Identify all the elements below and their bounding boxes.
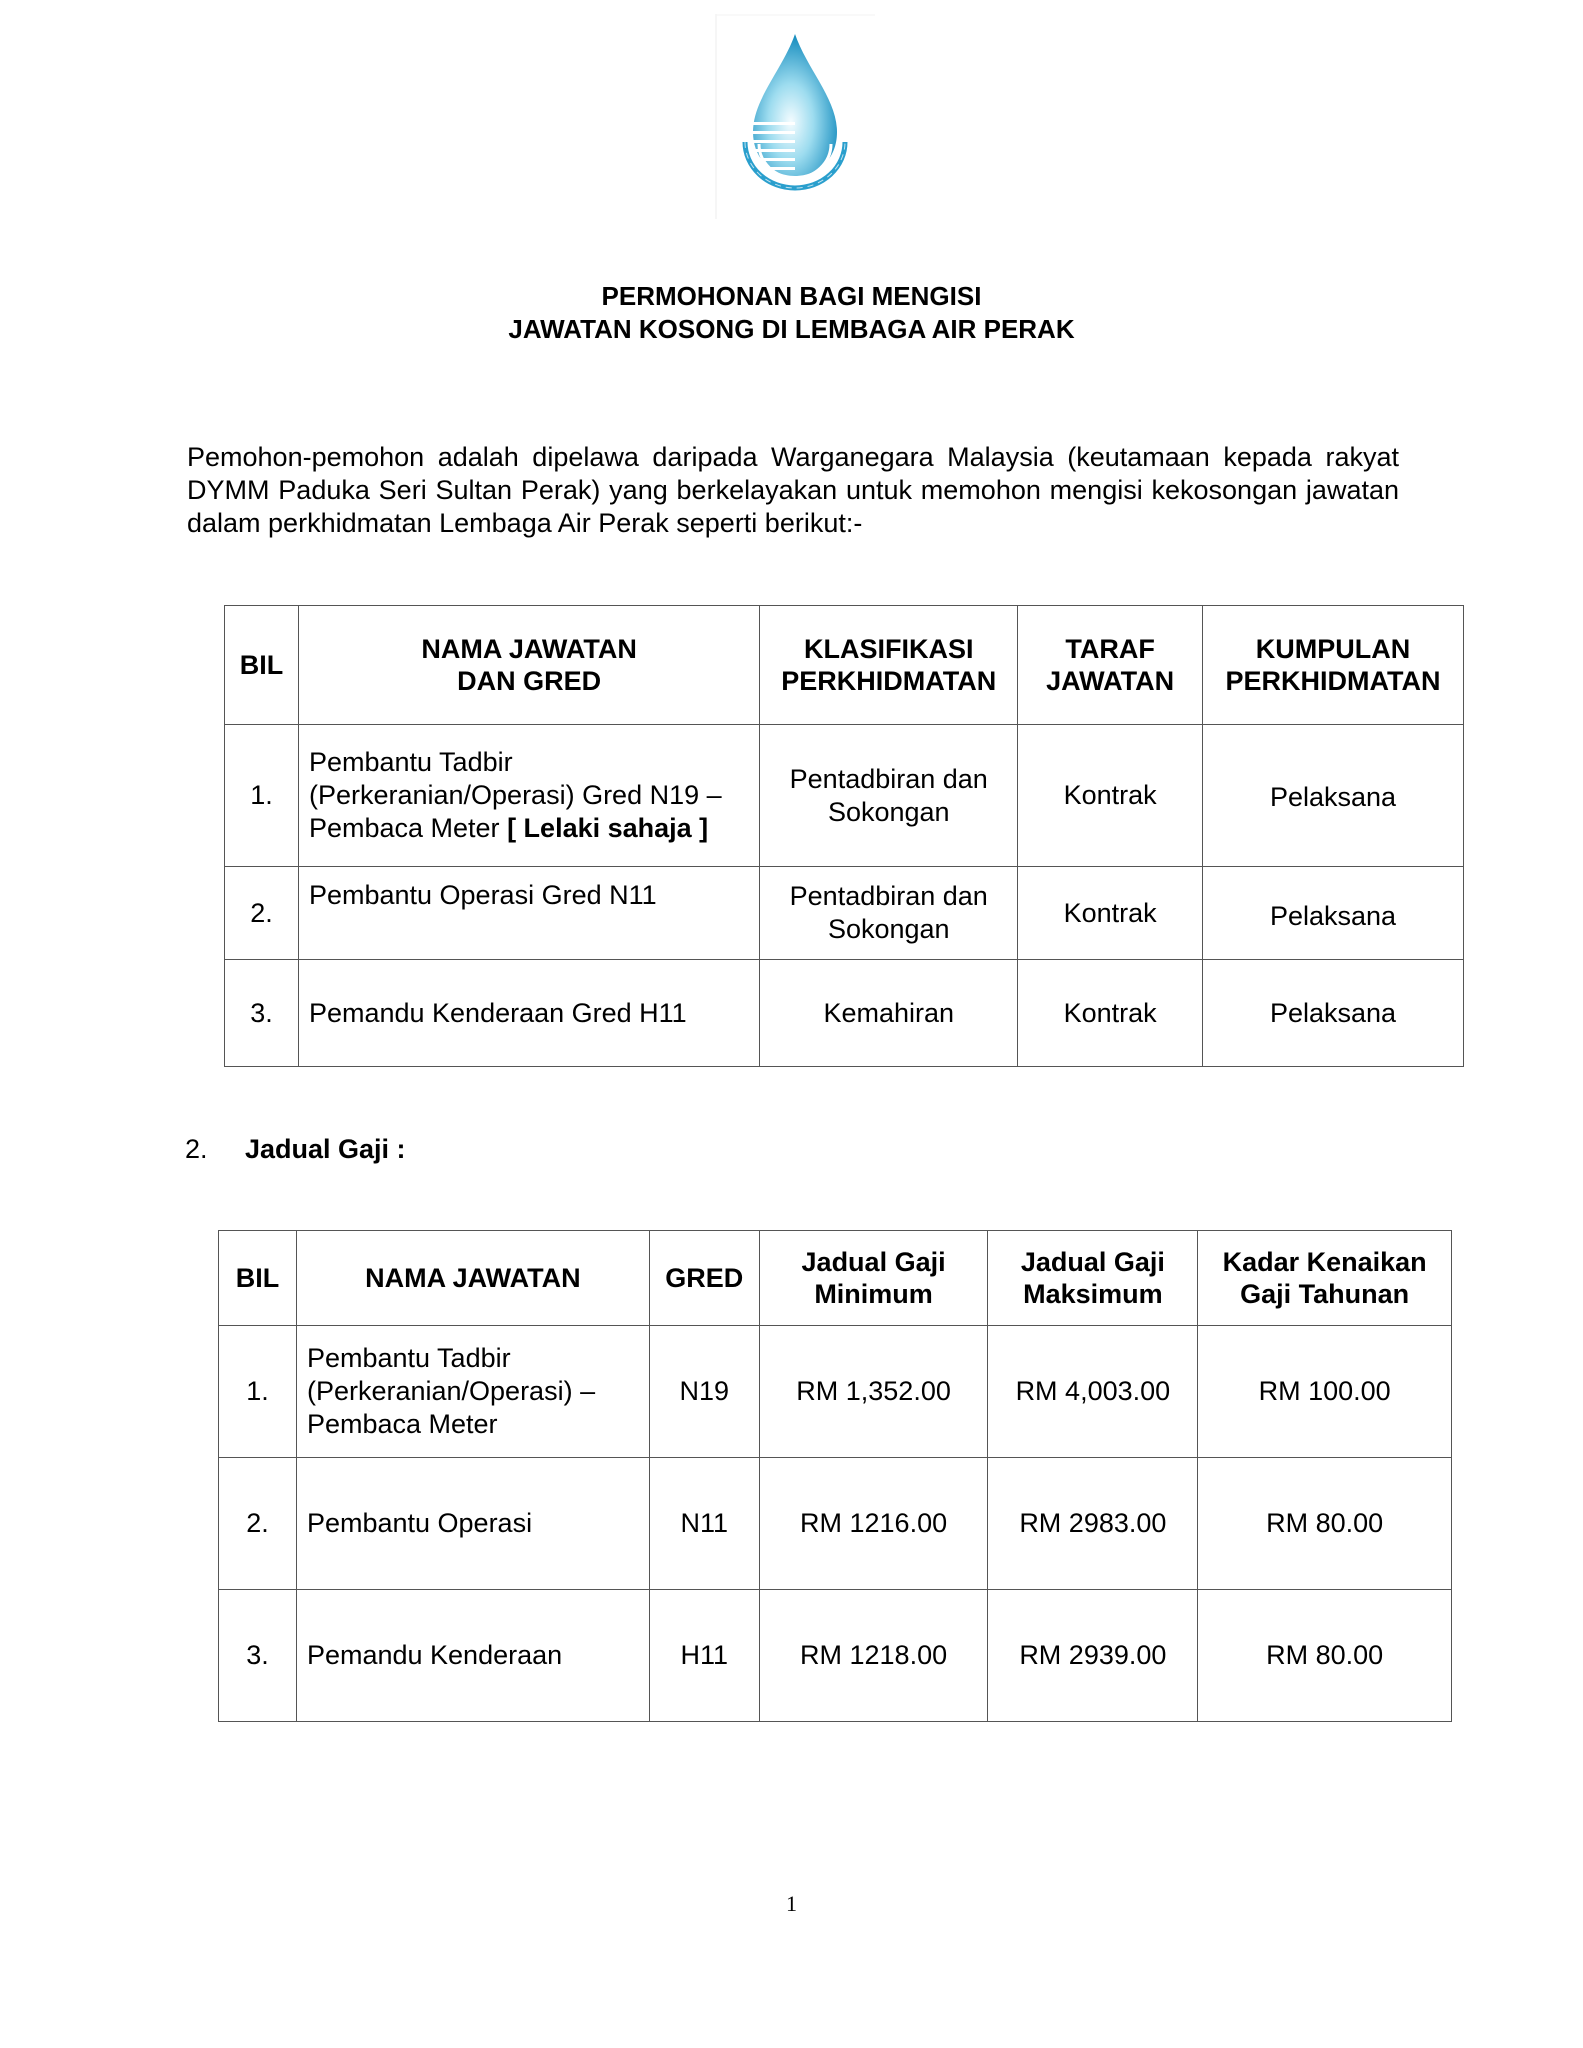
cell-nama — [298, 725, 759, 867]
section-label: Jadual Gaji : — [245, 1134, 406, 1164]
cell-gred: H11 — [649, 1590, 759, 1722]
header-text: Jadual Gaji — [801, 1247, 946, 1277]
table-row — [225, 960, 1464, 1067]
cell-klasifikasi: Kemahiran — [760, 960, 1018, 1067]
cell-nama: Pembantu Tadbir (Perkeranian/Operasi) – Pembaca Meter — [296, 1326, 649, 1458]
header-kadar-kenaikan — [1198, 1231, 1452, 1326]
cell-bil: 2. — [219, 1458, 297, 1590]
page-number: 1 — [786, 1891, 797, 1916]
table-header-row — [225, 606, 1464, 725]
job-note: [ Lelaki sahaja ] — [507, 813, 709, 843]
header-text: Gaji Tahunan — [1240, 1279, 1410, 1309]
header-gaji-maksimum — [988, 1231, 1198, 1326]
table-row — [225, 725, 1464, 867]
cell-klasifikasi — [760, 725, 1018, 867]
table-row — [219, 1458, 1452, 1590]
document-title — [0, 280, 1583, 346]
cell-taraf: Kontrak — [1018, 960, 1203, 1067]
cell-kumpulan: Pelaksana — [1203, 960, 1464, 1067]
header-nama-jawatan — [298, 606, 759, 725]
header-text: DAN GRED — [457, 666, 602, 696]
header-gaji-minimum — [759, 1231, 988, 1326]
cell-text: Pentadbiran dan — [789, 763, 988, 794]
cell-nama: Pemandu Kenderaan Gred H11 — [298, 960, 759, 1067]
cell-bil: 3. — [225, 960, 299, 1067]
cell-minimum: RM 1216.00 — [759, 1458, 988, 1590]
salary-table — [218, 1230, 1452, 1722]
cell-kumpulan: Pelaksana — [1203, 867, 1464, 960]
cell-kenaikan: RM 100.00 — [1198, 1326, 1452, 1458]
cell-text: Pentadbiran dan — [789, 881, 988, 911]
cell-maksimum: RM 2939.00 — [988, 1590, 1198, 1722]
intro-paragraph: Pemohon-pemohon adalah dipelawa daripada Warganegara Malaysia (keutamaan kepada rakyat DYMM Paduka Seri Sultan Perak) yang berkelayakan untuk memohon mengisi kekosongan jawatan dalam perkhidmatan Lembaga Air Perak seperti berikut:- — [187, 442, 1399, 538]
header-bil: BIL — [219, 1231, 297, 1326]
title-line-1: PERMOHONAN BAGI MENGISI — [601, 281, 982, 311]
header-text: Minimum — [814, 1279, 933, 1309]
cell-klasifikasi — [760, 867, 1018, 960]
cell-gred: N19 — [649, 1326, 759, 1458]
header-gred: GRED — [649, 1231, 759, 1326]
header-text: KUMPULAN — [1255, 634, 1411, 664]
header-text: PERKHIDMATAN — [1225, 666, 1441, 696]
cell-nama: Pembantu Operasi — [296, 1458, 649, 1590]
cell-text: Sokongan — [827, 914, 950, 944]
header-klasifikasi — [760, 606, 1018, 725]
cell-maksimum: RM 4,003.00 — [988, 1326, 1198, 1458]
cell-bil: 3. — [219, 1590, 297, 1722]
cell-kenaikan: RM 80.00 — [1198, 1590, 1452, 1722]
water-drop-logo-icon — [715, 14, 875, 219]
cell-bil: 2. — [225, 867, 299, 960]
cell-nama: Pemandu Kenderaan — [296, 1590, 649, 1722]
header-text: NAMA JAWATAN — [421, 634, 637, 664]
vacancies-table — [224, 605, 1464, 1067]
cell-maksimum: RM 2983.00 — [988, 1458, 1198, 1590]
section-heading-jadual-gaji — [185, 1133, 406, 1166]
cell-kenaikan: RM 80.00 — [1198, 1458, 1452, 1590]
header-text: TARAF — [1065, 634, 1155, 664]
section-number: 2. — [185, 1134, 208, 1164]
cell-kumpulan: Pelaksana — [1203, 725, 1464, 867]
table-header-row — [219, 1231, 1452, 1326]
header-bil: BIL — [225, 606, 299, 725]
cell-taraf: Kontrak — [1018, 725, 1203, 867]
table-row — [219, 1326, 1452, 1458]
cell-bil: 1. — [225, 725, 299, 867]
cell-nama: Pembantu Operasi Gred N11 — [298, 867, 759, 960]
job-title: Pembantu Tadbir (Perkeranian/Operasi) Gred N19 – Pembaca Meter — [308, 747, 722, 843]
header-nama-jawatan: NAMA JAWATAN — [296, 1231, 649, 1326]
header-taraf — [1018, 606, 1203, 725]
cell-minimum: RM 1218.00 — [759, 1590, 988, 1722]
table-row — [225, 867, 1464, 960]
header-text: Maksimum — [1023, 1279, 1163, 1309]
title-line-2: JAWATAN KOSONG DI LEMBAGA AIR PERAK — [508, 314, 1075, 344]
table-row — [219, 1590, 1452, 1722]
cell-text: Sokongan — [827, 796, 950, 827]
cell-minimum: RM 1,352.00 — [759, 1326, 988, 1458]
header-text: Kadar Kenaikan — [1222, 1247, 1427, 1277]
header-kumpulan — [1203, 606, 1464, 725]
cell-gred: N11 — [649, 1458, 759, 1590]
cell-taraf: Kontrak — [1018, 867, 1203, 960]
cell-bil: 1. — [219, 1326, 297, 1458]
header-text: PERKHIDMATAN — [781, 666, 997, 696]
header-text: JAWATAN — [1046, 666, 1175, 696]
header-text: KLASIFIKASI — [803, 634, 974, 664]
header-text: Jadual Gaji — [1020, 1247, 1165, 1277]
